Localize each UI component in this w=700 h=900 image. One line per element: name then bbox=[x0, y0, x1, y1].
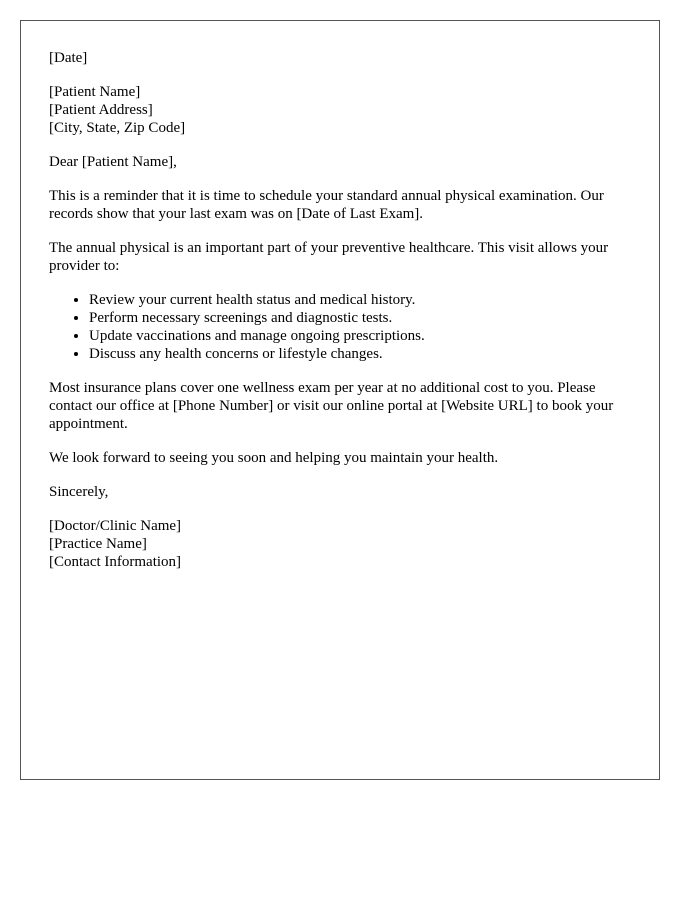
letter-date: [Date] bbox=[49, 50, 88, 66]
closing-paragraph: We look forward to seeing you soon and helping you maintain your health. bbox=[49, 450, 499, 466]
insurance-paragraph: Most insurance plans cover one wellness exam per year at no additional cost to you. Please contact our office at [Phone Number] or visit our online portal at [Website URL] to book your appointment. bbox=[49, 380, 614, 432]
list-item: • Review your current health status and medical history. bbox=[89, 291, 624, 309]
recipient-name: [Patient Name] bbox=[49, 84, 141, 100]
reminder-paragraph: This is a reminder that it is time to schedule your standard annual physical examination. Our records show that your last exam was on [Date of Last Exam]. bbox=[49, 188, 604, 222]
importance-paragraph: The annual physical is an important part of your preventive healthcare. This visit allows your provider to: bbox=[49, 240, 609, 274]
recipient-city-state-zip: [City, State, Zip Code] bbox=[49, 120, 186, 136]
salutation: Dear [Patient Name], bbox=[49, 154, 177, 170]
list-item: • Discuss any health concerns or lifestyle changes. bbox=[89, 345, 624, 363]
closing-sincerely: Sincerely, bbox=[49, 484, 109, 500]
signature-practice: [Practice Name] bbox=[49, 536, 147, 552]
signature-contact: [Contact Information] bbox=[49, 554, 182, 570]
letter-body bbox=[49, 49, 624, 571]
letter-page bbox=[20, 20, 660, 780]
recipient-address: [Patient Address] bbox=[49, 102, 153, 118]
list-item: • Perform necessary screenings and diagnostic tests. bbox=[89, 309, 624, 327]
signature-doctor: [Doctor/Clinic Name] bbox=[49, 518, 182, 534]
signature-block bbox=[49, 517, 624, 571]
list-item: • Update vaccinations and manage ongoing prescriptions. bbox=[89, 327, 624, 345]
recipient-block bbox=[49, 83, 624, 137]
visit-benefits-list bbox=[49, 291, 624, 363]
